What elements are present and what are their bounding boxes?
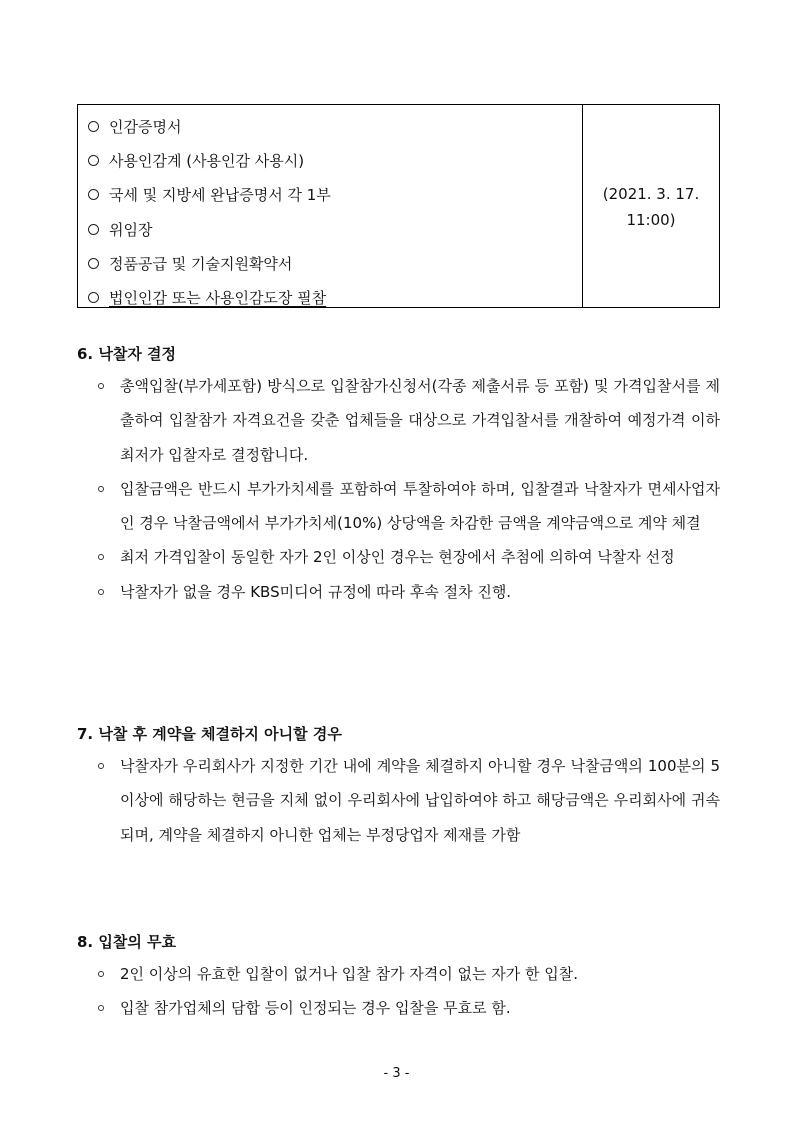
document-item-seal: 법인인감 또는 사용인감도장 필참 xyxy=(78,280,582,314)
deadline-date: (2021. 3. 17. xyxy=(602,185,700,203)
section-bid-invalid xyxy=(77,927,720,1026)
document-item: 위임장 xyxy=(78,212,582,246)
required-documents-table xyxy=(77,104,720,308)
page-number: - 3 - xyxy=(383,1066,410,1081)
list-item: 입찰 참가업체의 담합 등이 인정되는 경우 입찰을 무효로 함. xyxy=(77,991,720,1025)
circle-bullet-icon xyxy=(88,292,99,303)
list-item: 2인 이상의 유효한 입찰이 없거나 입찰 참가 자격이 없는 자가 한 입찰. xyxy=(77,957,720,991)
section-title: 7. 낙찰 후 계약을 체결하지 아니할 경우 xyxy=(77,725,342,743)
section-title: 8. 입찰의 무효 xyxy=(77,933,177,951)
circle-bullet-icon xyxy=(88,189,99,200)
deadline-time: 11:00) xyxy=(626,211,676,229)
section-title: 6. 낙찰자 결정 xyxy=(77,345,177,363)
circle-bullet-icon xyxy=(88,155,99,166)
circle-bullet-icon xyxy=(88,258,99,269)
document-item: 사용인감계 (사용인감 사용시) xyxy=(78,143,582,177)
section-contract-refusal xyxy=(77,719,720,852)
document-item: 국세 및 지방세 완납증명서 각 1부 xyxy=(78,178,582,212)
list-item: 최저 가격입찰이 동일한 자가 2인 이상인 경우는 현장에서 추첨에 의하여 낙찰자 선정 xyxy=(77,540,720,574)
list-item: 낙찰자가 없을 경우 KBS미디어 규정에 따라 후속 절차 진행. xyxy=(77,575,720,609)
document-item: 인감증명서 xyxy=(78,109,582,143)
circle-bullet-icon xyxy=(88,224,99,235)
documents-list xyxy=(78,105,583,307)
document-item: 정품공급 및 기술지원확약서 xyxy=(78,246,582,280)
list-item: 총액입찰(부가세포함) 방식으로 입찰참가신청서(각종 제출서류 등 포함) 및 가격입찰서를 제출하여 입찰참가 자격요건을 갖춘 업체들을 대상으로 가격입찰서를 개찰하여 예정가격 이하 최저가 입찰자로 결정합니다. xyxy=(77,369,720,472)
list-item: 낙찰자가 우리회사가 지정한 기간 내에 계약을 체결하지 아니할 경우 낙찰금액의 100분의 5 이상에 해당하는 현금을 지체 없이 우리회사에 납입하여야 하고 해당금액은 우리회사에 귀속되며, 계약을 체결하지 아니한 업체는 부정당업자 제재를 가함 xyxy=(77,749,720,852)
submission-deadline-cell xyxy=(583,105,719,307)
circle-bullet-icon xyxy=(88,121,99,132)
list-item: 입찰금액은 반드시 부가가치세를 포함하여 투찰하여야 하며, 입찰결과 낙찰자가 면세사업자인 경우 낙찰금액에서 부가가치세(10%) 상당액을 차감한 금액을 계약금액으로 계약 체결 xyxy=(77,472,720,541)
section-winner-decision xyxy=(77,339,720,609)
